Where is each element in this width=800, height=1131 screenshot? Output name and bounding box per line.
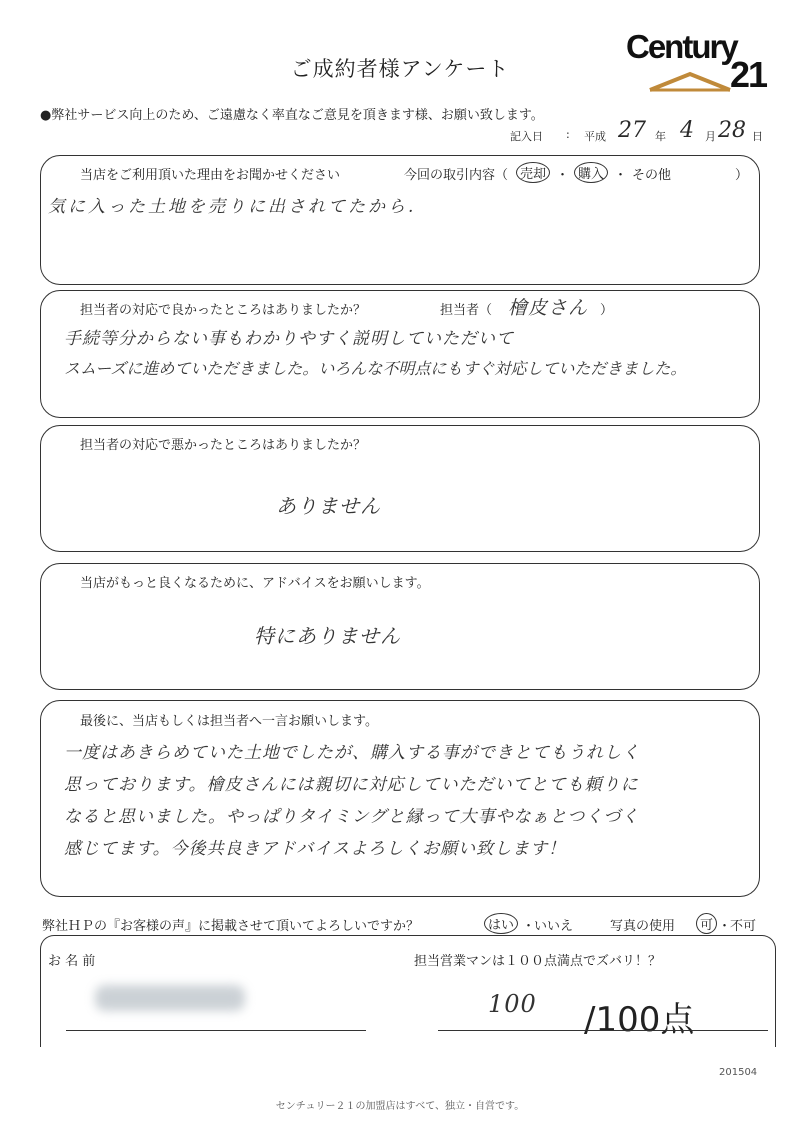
q4-question: 当店がもっと良くなるために、アドバイスをお願いします。 — [80, 576, 430, 591]
brand-name: Century — [626, 28, 737, 65]
question-box-message — [40, 700, 760, 897]
q5-question: 最後に、当店もしくは担当者へ一言お願いします。 — [80, 714, 378, 729]
date-label: 記入日 — [510, 130, 543, 143]
date-day-unit: 日 — [752, 130, 763, 143]
q2-staff-label: 担当者（ — [440, 303, 493, 318]
q5-answer-line3: なると思いました。やっぱりタイミングと縁って大事やなぁとつくづく — [64, 807, 640, 827]
q3-question: 担当者の対応で悪かったところはありましたか？ — [80, 438, 367, 453]
q2-staff-close: ） — [600, 303, 614, 318]
date-sep: : — [566, 128, 570, 141]
date-year: 27 — [618, 118, 646, 143]
form-code: 201504 — [719, 1067, 758, 1078]
century21-logo — [626, 28, 766, 96]
name-underline — [66, 1030, 366, 1031]
q3-answer: ありません — [276, 494, 381, 518]
intro-text: ●弊社サービス向上のため、ご遠慮なく率直なご意見を頂きます様、お願い致します。 — [40, 108, 544, 123]
q2-staff-name: 檜皮さん — [508, 297, 589, 319]
consent-no: いいえ — [534, 919, 574, 934]
score-value: 100 — [488, 990, 537, 1018]
q4-answer: 特にありません — [254, 624, 401, 648]
score-question: 担当営業マンは１００点満点でズバリ！？ — [414, 954, 662, 969]
photo-ng: 不可 — [730, 919, 757, 934]
roof-icon — [648, 70, 732, 92]
date-month-unit: 月 — [705, 130, 716, 143]
page-title: ご成約者様アンケート — [290, 57, 510, 81]
q1-option-sell: 売却 — [516, 162, 550, 183]
q2-question: 担当者の対応で良かったところはありましたか？ — [80, 303, 367, 318]
name-label: お 名 前 — [48, 954, 96, 969]
date-era: 平成 — [584, 130, 606, 143]
q1-question: 当店をご利用頂いた理由をお聞かせください — [80, 168, 341, 183]
score-max: /100点 — [584, 1000, 695, 1040]
consent-question: 弊社ＨＰの『お客様の声』に掲載させて頂いてよろしいですか？ — [42, 919, 420, 934]
q1-transaction-label: 今回の取引内容（ — [404, 168, 509, 183]
photo-sep: ・ — [718, 919, 732, 934]
q1-dot2: ・ — [614, 168, 628, 183]
score-underline — [438, 1030, 768, 1031]
q2-answer-line2: スムーズに進めていただきました。いろんな不明点にもすぐ対応していただきました。 — [64, 359, 687, 378]
consent-sep: ・ — [522, 919, 536, 934]
q1-answer: 気に入った土地を売りに出されてたから. — [48, 197, 417, 217]
photo-ok: 可 — [696, 913, 717, 934]
name-redacted — [95, 985, 245, 1011]
footer-note: センチュリー２１の加盟店はすべて、独立・自営です。 — [275, 1101, 525, 1112]
consent-yes: はい — [484, 913, 518, 934]
q5-answer-line1: 一度はあきらめていた土地でしたが、購入する事ができとてもうれしく — [64, 743, 640, 763]
q1-option-buy: 購入 — [574, 162, 608, 183]
date-day: 28 — [718, 118, 746, 143]
brand-number: 21 — [730, 54, 767, 95]
photo-label: 写真の使用 — [610, 919, 676, 934]
date-month: 4 — [680, 118, 694, 143]
q2-answer-line1: 手続等分からない事もわかりやすく説明していただいて — [64, 329, 514, 349]
q1-option-other: その他 — [632, 168, 672, 183]
q1-close: ） — [735, 168, 749, 183]
date-year-unit: 年 — [655, 130, 666, 143]
q5-answer-line4: 感じてます。今後共良きアドバイスよろしくお願い致します！ — [64, 839, 567, 859]
q5-answer-line2: 思っております。檜皮さんには親切に対応していただいてとても頼りに — [64, 775, 639, 795]
q1-dot1: ・ — [556, 168, 570, 183]
